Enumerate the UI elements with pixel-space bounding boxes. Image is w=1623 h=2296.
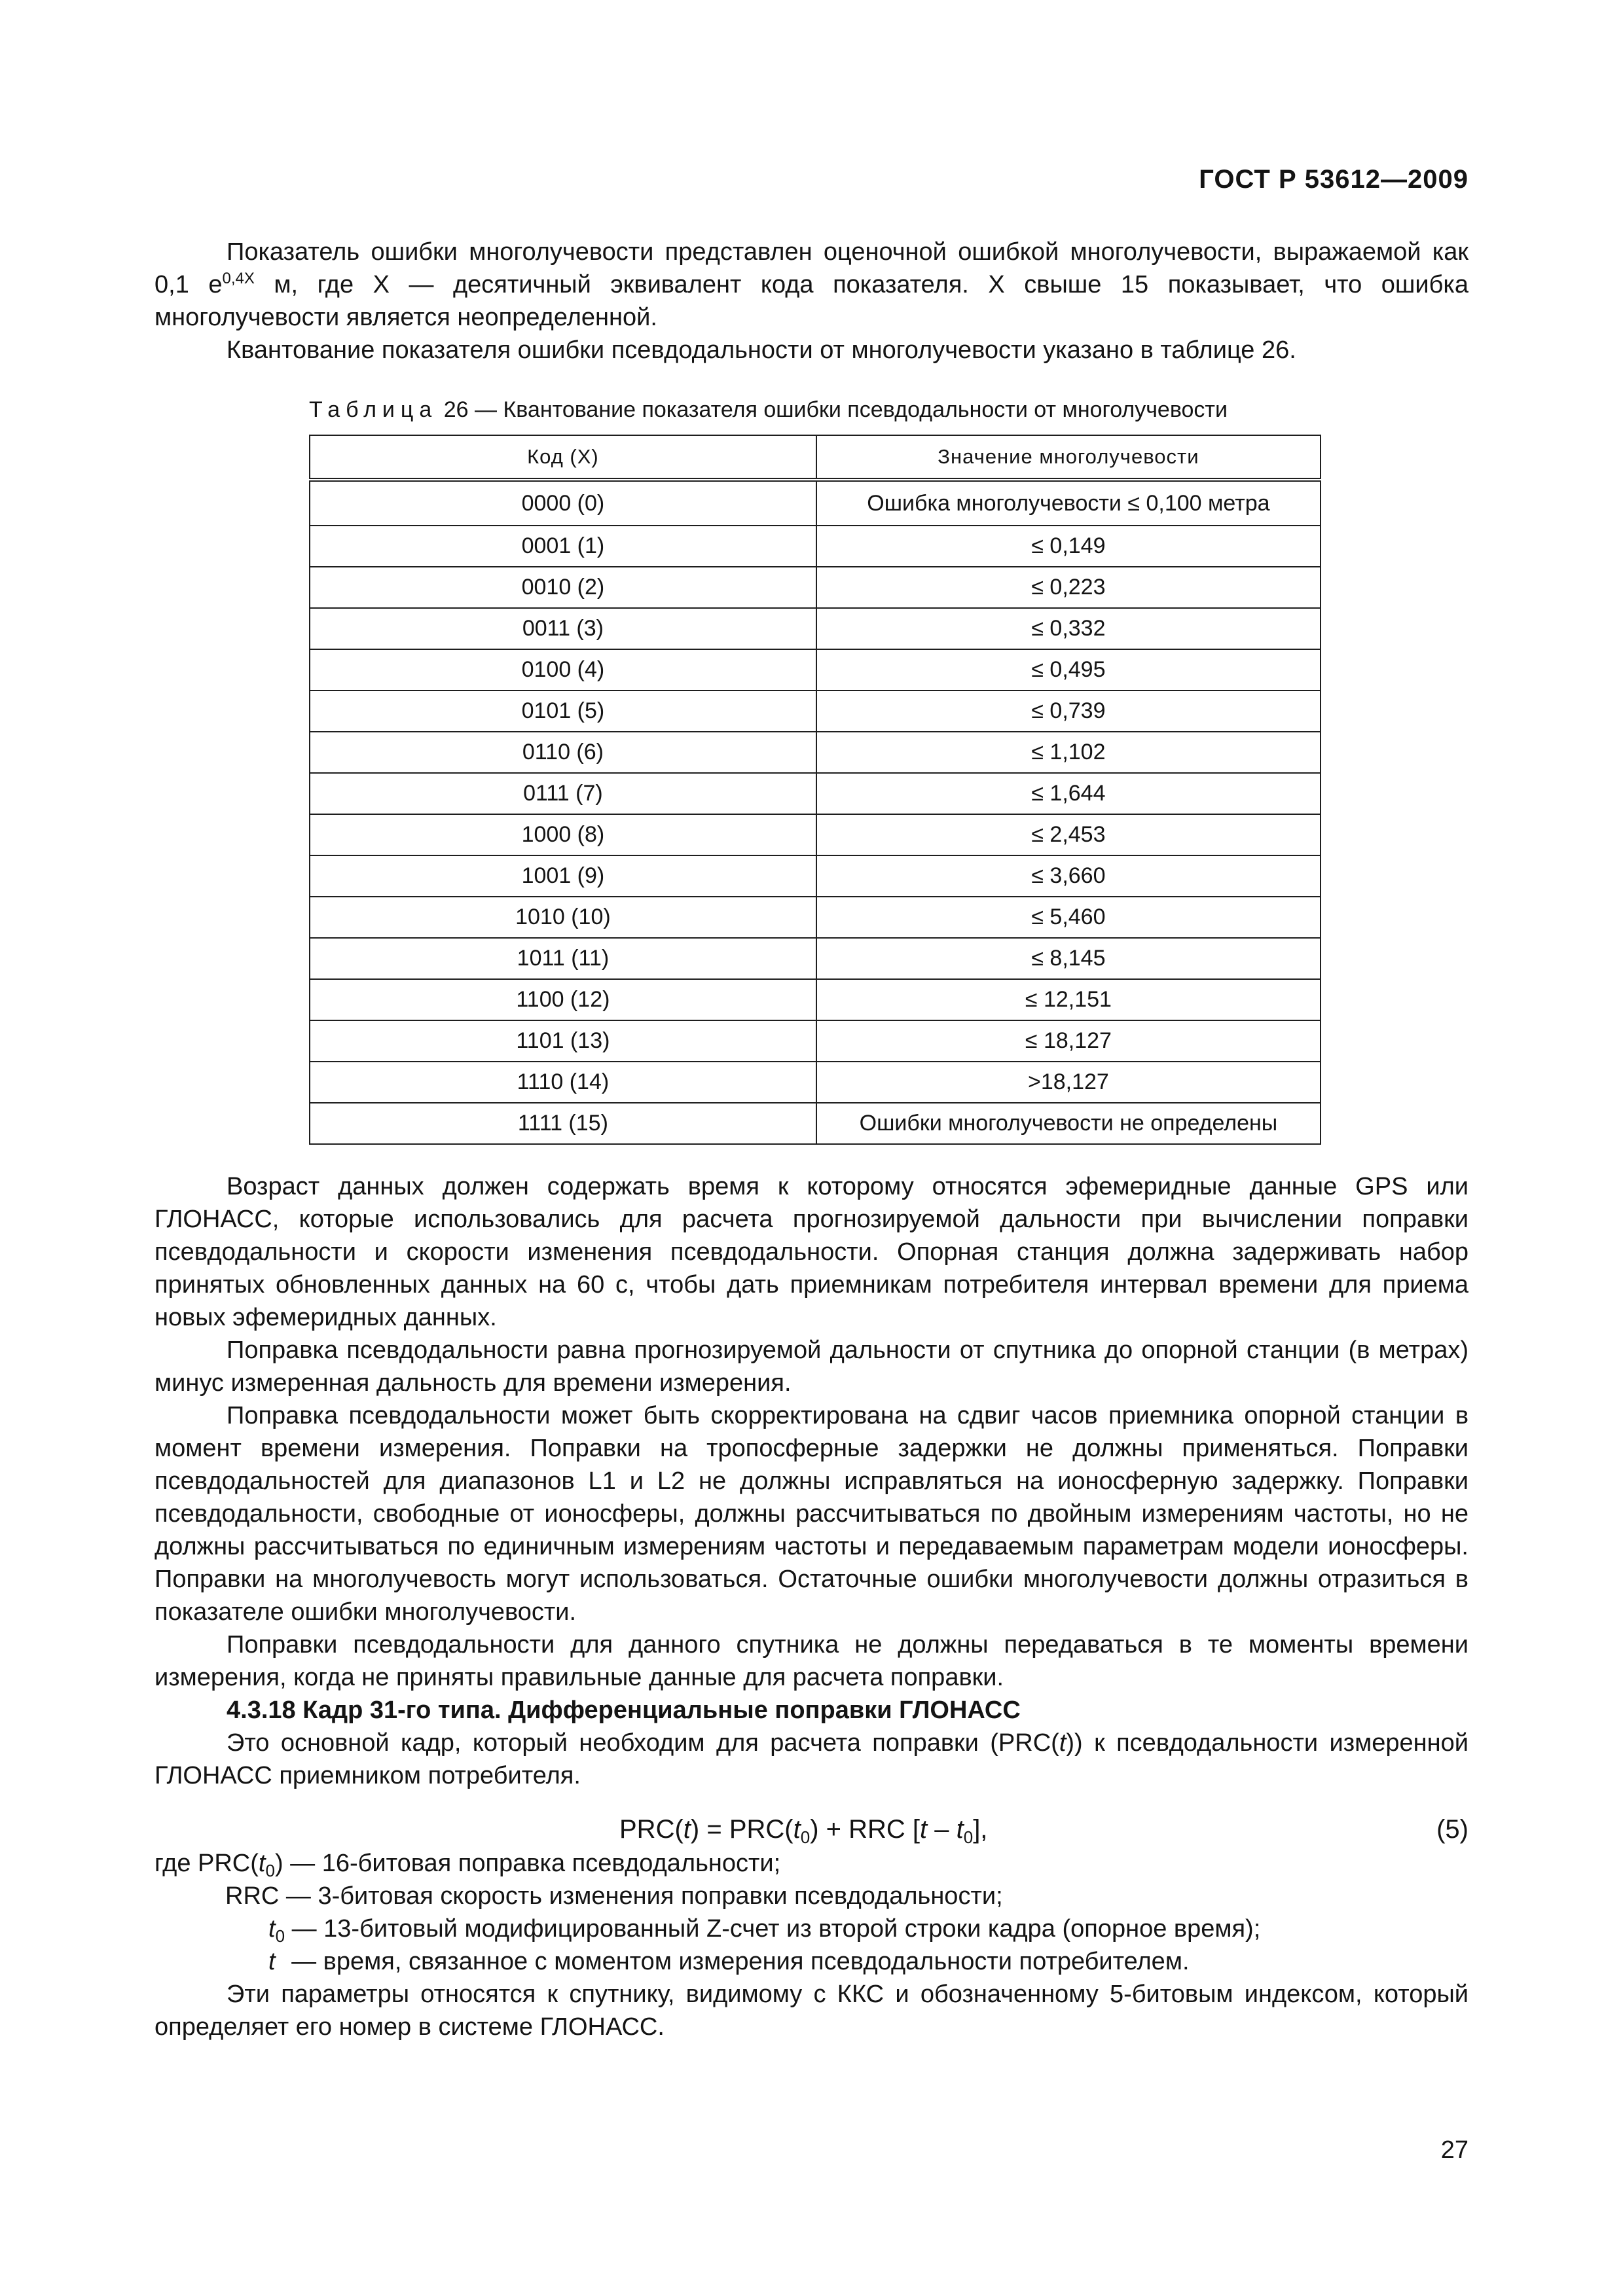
- paragraph-data-age: Возраст данных должен содержать время к которому относятся эфемеридные данные GPS или ГЛОНАСС, которые использовались для расчета прогнозируемой дальности при вычислении поправки псевдодальности и скорости изменения псевдодальности. Опорная станция должна задерживать набор принятых обновленных данных на 60 с, чтобы дать приемникам потребителя интервал времени для приема новых эфемеридных данных.: [155, 1173, 1468, 1331]
- formula-expression: $PRC(t) = PRC(t_0)$ + RRC $[t - t_0]$,: [619, 1815, 988, 1847]
- table-row: [310, 567, 1321, 608]
- cell-code: 1111 (15): [310, 1103, 816, 1144]
- paragraph-transmission-rule: Поправки псевдодальности для данного спутника не должны передаваться в те моменты времени измерения, когда не приняты правильные данные для расчета поправки.: [155, 1631, 1468, 1691]
- cell-value: ≤ 0,149: [816, 526, 1321, 567]
- table-header-row: [310, 435, 1321, 480]
- cell-code: 1011 (11): [310, 938, 816, 979]
- table-row: [310, 480, 1321, 526]
- paragraph-correction-rules: Поправка псевдодальности может быть скорректирована на сдвиг часов приемника опорной станции в момент времени измерения. Поправки на тропосферные задержки не должны применяться. Поправки псевдодальностей для диапазонов L1 и L2 не должны исправляться на ионосферную задержку. Поправки псевдодальности, свободные от ионосферы, должны рассчитываться по двойным измерениям частоты, но не должны рассчитываться по единичным измерениям частоты и передаваемым параметрам модели ионосферы. Поправки на многолучевость могут использоваться. Остаточные ошибки многолучевости должны отразиться в показателе ошибки многолучевости.: [155, 1402, 1468, 1626]
- intro-text: [155, 236, 1468, 367]
- definition-t0: $t_0$ — 13-битовый модифицированный Z-счет из второй строки кадра (опорное время);: [268, 1915, 1261, 1946]
- cell-value: ≤ 2,453: [816, 814, 1321, 855]
- header-code: Код (X): [310, 435, 816, 480]
- exponent: 0,4X: [222, 270, 255, 287]
- cell-value: ≤ 0,495: [816, 649, 1321, 691]
- cell-value: ≤ 0,223: [816, 567, 1321, 608]
- table-row: [310, 897, 1321, 938]
- standard-header: ГОСТ Р 53612—2009: [1199, 165, 1468, 194]
- cell-value: ≤ 12,151: [816, 979, 1321, 1020]
- cell-code: 1010 (10): [310, 897, 816, 938]
- definition-prc: где $PRC(t_0)$ — 16-битовая поправка псевдодальности;: [155, 1850, 781, 1880]
- table-row: [310, 691, 1321, 732]
- formula-number: (5): [1436, 1815, 1468, 1844]
- cell-value: ≤ 3,660: [816, 855, 1321, 897]
- cell-value: >18,127: [816, 1062, 1321, 1103]
- table-row: [310, 608, 1321, 649]
- cell-code: 1110 (14): [310, 1062, 816, 1103]
- table-body: [310, 480, 1321, 1144]
- page-number: 27: [1440, 2136, 1468, 2164]
- paragraph-correction-definition: Поправка псевдодальности равна прогнозируемой дальности от спутника до опорной станции (в метрах) минус измеренная дальность для времени измерения.: [155, 1336, 1468, 1397]
- cell-code: 1000 (8): [310, 814, 816, 855]
- cell-value: ≤ 1,102: [816, 732, 1321, 773]
- cell-code: 1001 (9): [310, 855, 816, 897]
- table-caption: Таблица 26 — Квантование показателя ошибки псевдодальности от многолучевости: [309, 397, 1228, 422]
- section-heading: 4.3.18 Кадр 31-го типа. Дифференциальные поправки ГЛОНАСС: [227, 1696, 1021, 1724]
- cell-code: 1100 (12): [310, 979, 816, 1020]
- intro-paragraph-2: Квантование показателя ошибки псевдодальности от многолучевости указано в таблице 26.: [227, 336, 1296, 364]
- formula-5: [155, 1813, 1468, 1846]
- cell-code: 0110 (6): [310, 732, 816, 773]
- paragraph-frame-description: Это основной кадр, который необходим для расчета поправки (PRC(t)) к псевдодальности измеренной ГЛОНАСС приемником потребителя.: [155, 1729, 1468, 1789]
- cell-value: ≤ 8,145: [816, 938, 1321, 979]
- definition-rrc: RRC — 3-битовая скорость изменения поправки псевдодальности;: [225, 1882, 1003, 1910]
- header-value: Значение многолучевости: [816, 435, 1321, 480]
- cell-value: Ошибка многолучевости ≤ 0,100 метра: [816, 480, 1321, 526]
- variable-definitions: [155, 1847, 1468, 1978]
- main-text: [155, 1170, 1468, 1792]
- cell-code: 0100 (4): [310, 649, 816, 691]
- definition-t: t — время, связанное с моментом измерения псевдодальности потребителем.: [268, 1948, 1190, 1975]
- cell-value: ≤ 18,127: [816, 1020, 1321, 1062]
- cell-code: 1101 (13): [310, 1020, 816, 1062]
- cell-code: 0010 (2): [310, 567, 816, 608]
- table-row: [310, 938, 1321, 979]
- closing-paragraph: Эти параметры относятся к спутнику, видимому с ККС и обозначенному 5-битовым индексом, который определяет его номер в системе ГЛОНАСС.: [155, 1981, 1468, 2041]
- cell-code: 0101 (5): [310, 691, 816, 732]
- intro-paragraph-1: Показатель ошибки многолучевости представлен оценочной ошибкой многолучевости, выражаемой как 0,1 $e^{0,4X}$ м, где X — десятичный эквивалент кода показателя. X свыше 15 показывает, что ошибка многолучевости является неопределенной.: [155, 238, 1468, 331]
- table-row: [310, 1020, 1321, 1062]
- cell-code: 0001 (1): [310, 526, 816, 567]
- table-row: [310, 526, 1321, 567]
- cell-code: 0000 (0): [310, 480, 816, 526]
- quantization-table: [309, 435, 1321, 1145]
- closing-text: [155, 1978, 1468, 2043]
- cell-value: ≤ 0,332: [816, 608, 1321, 649]
- cell-value: Ошибки многолучевости не определены: [816, 1103, 1321, 1144]
- cell-code: 0111 (7): [310, 773, 816, 814]
- table-row: [310, 1062, 1321, 1103]
- table-row: [310, 649, 1321, 691]
- table-row: [310, 773, 1321, 814]
- table-row: [310, 814, 1321, 855]
- table-row: [310, 1103, 1321, 1144]
- cell-value: ≤ 5,460: [816, 897, 1321, 938]
- cell-value: ≤ 0,739: [816, 691, 1321, 732]
- table-row: [310, 732, 1321, 773]
- table-row: [310, 855, 1321, 897]
- cell-value: ≤ 1,644: [816, 773, 1321, 814]
- table-row: [310, 979, 1321, 1020]
- cell-code: 0011 (3): [310, 608, 816, 649]
